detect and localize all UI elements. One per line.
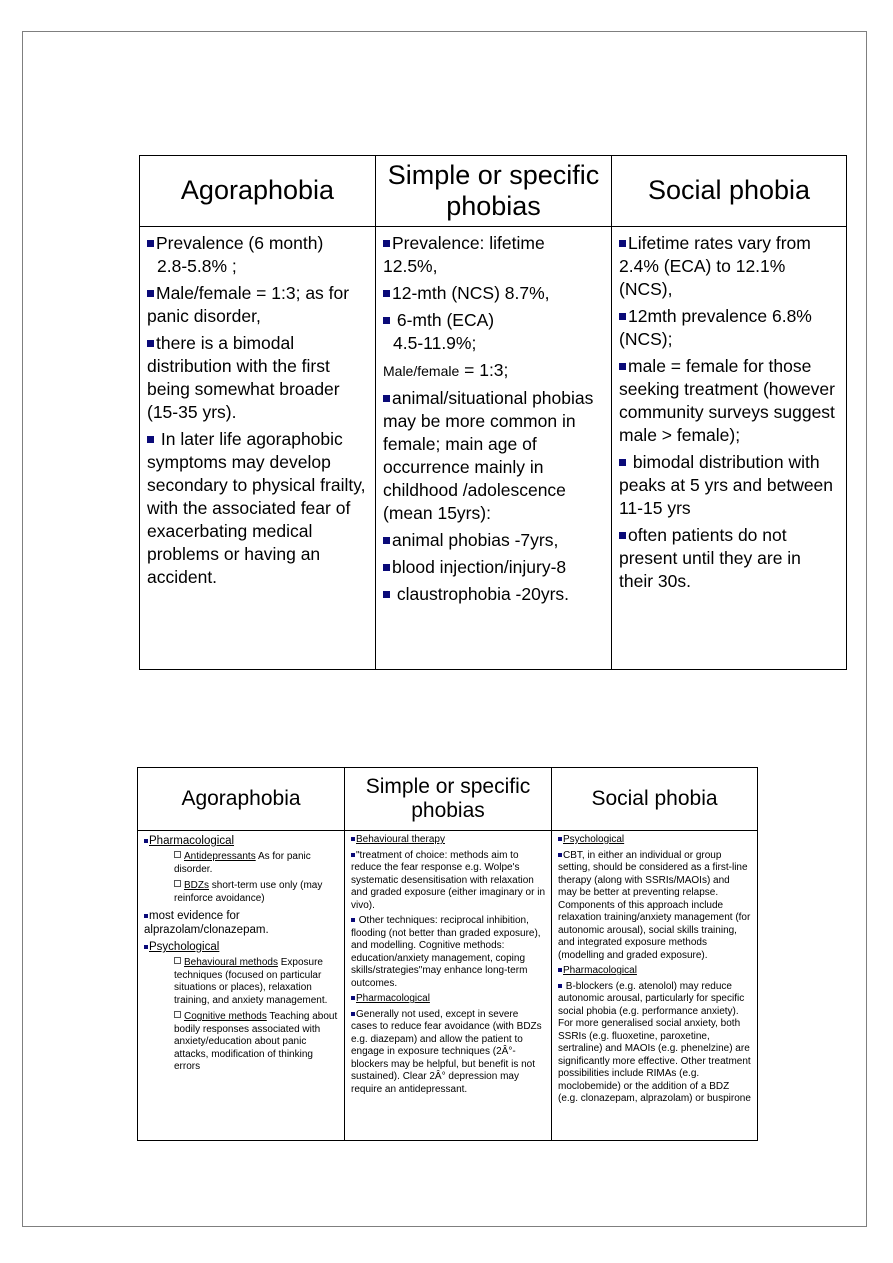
header-row <box>138 768 758 831</box>
square-bullet-icon <box>147 290 154 297</box>
square-bullet-icon <box>383 395 390 402</box>
square-bullet-icon <box>147 436 154 443</box>
agoraphobia-treatment-cell <box>138 831 345 1141</box>
item-text: 12mth prevalence 6.8% (NCS); <box>619 306 812 349</box>
list-item <box>619 305 838 351</box>
square-bullet-icon <box>383 317 390 324</box>
list-item <box>558 834 751 847</box>
item-text: most evidence for alprazolam/clonazepam. <box>144 910 269 936</box>
header-social-phobia: Social phobia <box>552 768 758 831</box>
section-heading: Psychological <box>149 941 220 953</box>
header-social-phobia: Social phobia <box>612 156 847 227</box>
item-text: 12-mth (NCS) 8.7%, <box>392 283 550 303</box>
item-text: often patients do not present until they are in their 30s. <box>619 525 801 591</box>
square-bullet-icon <box>351 918 355 922</box>
list-item <box>144 909 338 937</box>
list-item <box>351 1009 545 1097</box>
item-text: blood injection/injury-8 <box>392 557 567 577</box>
item-text: Generally not used, except in severe cases to reduce fear avoidance (with BDZs e.g. diazepam) and allow the patient to engage in exposure techniques (2Â°-blockers may be helpful, but benefit is not sustained). Clear 2Â° depression may require an antidepressant. <box>351 1008 542 1095</box>
item-text: = 1:3; <box>459 360 509 380</box>
sub-item <box>144 880 338 905</box>
specific-phobias-cell <box>376 227 612 670</box>
list-item <box>147 282 367 328</box>
content-row <box>138 831 758 1141</box>
square-bullet-icon <box>619 240 626 247</box>
square-bullet-icon <box>619 459 626 466</box>
list-item <box>558 981 751 1106</box>
list-item <box>147 332 367 424</box>
square-bullet-icon <box>144 945 148 949</box>
specific-phobias-treatment-cell <box>345 831 552 1141</box>
square-bullet-icon <box>383 290 390 297</box>
header-specific-phobias: Simple or specific phobias <box>376 156 612 227</box>
item-text: Other techniques: reciprocal inhibition, flooding (not better than graded exposure), and modelling. Cognitive methods: education/anxiety management, coping skills/strategies"may enhance long-term outcomes. <box>351 915 541 989</box>
list-item <box>147 428 367 589</box>
header-row <box>140 156 847 227</box>
item-text: animal phobias -7yrs, <box>392 530 559 550</box>
section-heading: Pharmacological <box>356 993 430 1004</box>
list-item <box>619 355 838 447</box>
list-item <box>558 850 751 963</box>
header-agoraphobia: Agoraphobia <box>138 768 345 831</box>
square-bullet-icon <box>351 837 355 841</box>
item-text: "treatment of choice: methods aim to reduce the fear response e.g. Wolpe's systematic desensitisation with relaxation and graded exposure (either imaginary or in vivo). <box>351 849 545 911</box>
item-text: animal/situational phobias may be more common in female; main age of occurrence mainly in childhood /adolescence (mean 15yrs): <box>383 388 594 523</box>
list-item <box>383 387 603 525</box>
item-text: Male/female <box>383 363 460 379</box>
square-bullet-icon <box>558 853 562 857</box>
item-text: 6-mth (ECA) <box>392 310 495 330</box>
square-bullet-icon <box>383 537 390 544</box>
list-item <box>351 834 545 847</box>
square-bullet-icon <box>619 313 626 320</box>
sub-label: BDZs <box>184 880 209 891</box>
sub-label: Cognitive methods <box>184 1011 267 1022</box>
sub-label: Behavioural methods <box>184 957 278 968</box>
item-text: 2.8-5.8% ; <box>157 256 237 276</box>
square-bullet-icon <box>383 564 390 571</box>
sub-item <box>144 1011 338 1074</box>
square-bullet-icon <box>144 914 148 918</box>
list-item <box>383 359 603 383</box>
sub-text: Exposure techniques (focused on particular situations or places), relaxation training, and anxiety management. <box>174 957 328 1006</box>
square-bullet-icon <box>147 340 154 347</box>
item-text: Male/female = 1:3; as for panic disorder, <box>147 283 350 326</box>
epidemiology-table <box>139 155 847 670</box>
hollow-square-bullet-icon <box>174 851 181 858</box>
hollow-square-bullet-icon <box>174 880 181 887</box>
item-text: In later life agoraphobic symptoms may develop secondary to physical frailty, with the associated fear of exacerbating medical problems or having an accident. <box>147 429 366 587</box>
list-item <box>383 309 603 355</box>
list-item <box>351 915 545 990</box>
list-item <box>619 232 838 301</box>
section-heading: Pharmacological <box>149 835 235 847</box>
hollow-square-bullet-icon <box>174 1011 181 1018</box>
list-item <box>144 940 338 954</box>
list-item <box>351 850 545 913</box>
hollow-square-bullet-icon <box>174 957 181 964</box>
section-heading: Pharmacological <box>563 965 637 976</box>
list-item <box>383 583 603 606</box>
list-item <box>144 834 338 848</box>
square-bullet-icon <box>558 968 562 972</box>
content-row <box>140 227 847 670</box>
header-specific-phobias: Simple or specific phobias <box>345 768 552 831</box>
sub-label: Antidepressants <box>184 851 256 862</box>
list-item <box>383 556 603 579</box>
square-bullet-icon <box>383 240 390 247</box>
item-text: claustrophobia -20yrs. <box>392 584 570 604</box>
list-item <box>383 232 603 278</box>
square-bullet-icon <box>383 591 390 598</box>
list-item <box>147 232 367 278</box>
sub-item <box>144 957 338 1007</box>
list-item <box>619 524 838 593</box>
item-text: Prevalence (6 month) <box>156 233 324 253</box>
square-bullet-icon <box>351 996 355 1000</box>
item-text: B-blockers (e.g. atenolol) may reduce autonomic arousal, particularly for specific social phobia (e.g. performance anxiety). For more generalised social anxiety, both SSRIs (e.g. fluoxetine, paroxetine, sertraline) and MAOIs (e.g. phenelzine) are significantly more effective. Other treatment possibilities include RIMAs (e.g. moclobemide) or the addition of a BDZ (e.g. clonazepam, alprazolam) or buspirone <box>558 980 751 1104</box>
item-text: Prevalence: lifetime 12.5%, <box>383 233 545 276</box>
section-heading: Psychological <box>563 834 625 845</box>
item-text: there is a bimodal distribution with the first being somewhat broader (15-35 yrs). <box>147 333 340 422</box>
agoraphobia-cell <box>140 227 376 670</box>
social-phobia-treatment-cell <box>552 831 758 1141</box>
sub-text: Teaching about bodily responses associated with anxiety/education about panic attacks, modification of thinking errors <box>174 1011 338 1072</box>
square-bullet-icon <box>351 1012 355 1016</box>
header-agoraphobia: Agoraphobia <box>140 156 376 227</box>
item-text: Lifetime rates vary from 2.4% (ECA) to 12.1% (NCS), <box>619 233 811 299</box>
square-bullet-icon <box>619 532 626 539</box>
square-bullet-icon <box>351 853 355 857</box>
section-heading: Behavioural therapy <box>356 834 445 845</box>
square-bullet-icon <box>558 984 562 988</box>
list-item <box>558 965 751 978</box>
item-text: 4.5-11.9%; <box>393 333 477 353</box>
sub-text: As for panic disorder. <box>174 851 311 875</box>
list-item <box>619 451 838 520</box>
item-text: male = female for those seeking treatment (however community surveys suggest male > female); <box>619 356 835 445</box>
item-text: CBT, in either an individual or group setting, should be considered as a first-line therapy (along with SSRIs/MAOIs) and may be better at preventing relapse. Components of this approach include relaxation training/anxiety management (for autonomic arousal), social skills training, and integrated exposure methods (modelling and graded exposure). <box>558 849 751 961</box>
square-bullet-icon <box>558 837 562 841</box>
list-item <box>383 282 603 305</box>
square-bullet-icon <box>619 363 626 370</box>
list-item <box>351 993 545 1006</box>
item-text: bimodal distribution with peaks at 5 yrs and between 11-15 yrs <box>619 452 834 518</box>
list-item <box>383 529 603 552</box>
sub-item <box>144 851 338 876</box>
social-phobia-cell <box>612 227 847 670</box>
treatment-table <box>137 767 758 1141</box>
square-bullet-icon <box>147 240 154 247</box>
square-bullet-icon <box>144 839 148 843</box>
sub-text: short-term use only (may reinforce avoidance) <box>174 880 323 904</box>
